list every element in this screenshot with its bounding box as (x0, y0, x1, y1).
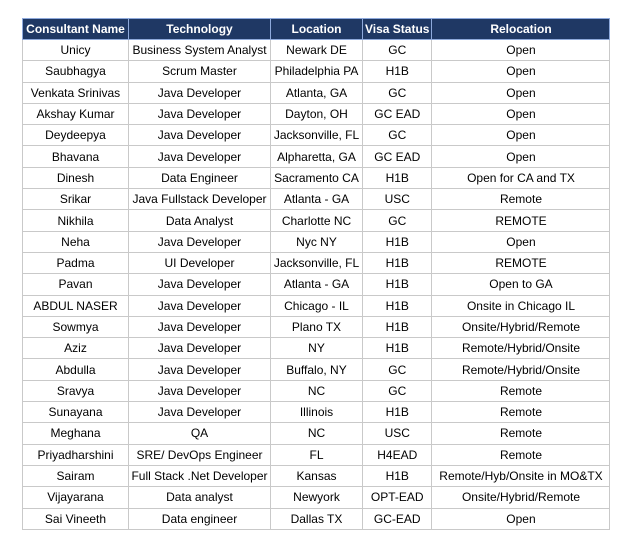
cell-visa-status: H1B (363, 402, 432, 423)
cell-relocation: Open (432, 82, 610, 103)
table-row (23, 40, 610, 61)
cell-consultant-name: Meghana (23, 423, 129, 444)
cell-visa-status: GC-EAD (363, 508, 432, 529)
cell-consultant-name: Sravya (23, 380, 129, 401)
cell-location: Kansas (271, 465, 363, 486)
cell-visa-status: H1B (363, 274, 432, 295)
cell-location: Atlanta - GA (271, 189, 363, 210)
cell-location: Illinois (271, 402, 363, 423)
cell-consultant-name: Sowmya (23, 316, 129, 337)
header-visa-status: Visa Status (363, 19, 432, 40)
table-row (23, 167, 610, 188)
table-row (23, 210, 610, 231)
cell-relocation: Onsite in Chicago IL (432, 295, 610, 316)
cell-relocation: Onsite/Hybrid/Remote (432, 487, 610, 508)
cell-consultant-name: Aziz (23, 338, 129, 359)
cell-location: Jacksonville, FL (271, 252, 363, 273)
table-row (23, 274, 610, 295)
cell-location: Dayton, OH (271, 103, 363, 124)
cell-relocation: Open (432, 146, 610, 167)
cell-location: Chicago - IL (271, 295, 363, 316)
cell-consultant-name: ABDUL NASER (23, 295, 129, 316)
cell-technology: Java Developer (129, 316, 271, 337)
cell-consultant-name: Dinesh (23, 167, 129, 188)
cell-location: Sacramento CA (271, 167, 363, 188)
cell-location: NY (271, 338, 363, 359)
cell-location: NC (271, 380, 363, 401)
cell-visa-status: H1B (363, 338, 432, 359)
table-row (23, 487, 610, 508)
cell-consultant-name: Sunayana (23, 402, 129, 423)
header-consultant-name: Consultant Name (23, 19, 129, 40)
cell-technology: Java Developer (129, 295, 271, 316)
cell-relocation: Remote/Hybrid/Onsite (432, 359, 610, 380)
cell-location: NC (271, 423, 363, 444)
cell-visa-status: GC EAD (363, 103, 432, 124)
cell-consultant-name: Deydeepya (23, 125, 129, 146)
cell-consultant-name: Sairam (23, 465, 129, 486)
cell-relocation: Open to GA (432, 274, 610, 295)
table-row (23, 61, 610, 82)
cell-visa-status: H1B (363, 295, 432, 316)
cell-visa-status: H4EAD (363, 444, 432, 465)
cell-technology: Full Stack .Net Developer (129, 465, 271, 486)
cell-consultant-name: Nikhila (23, 210, 129, 231)
cell-technology: Business System Analyst (129, 40, 271, 61)
consultant-table (22, 18, 610, 530)
table-row (23, 402, 610, 423)
cell-visa-status: H1B (363, 316, 432, 337)
cell-technology: Java Developer (129, 380, 271, 401)
table-row (23, 189, 610, 210)
cell-technology: Scrum Master (129, 61, 271, 82)
table-row (23, 82, 610, 103)
cell-technology: Java Developer (129, 338, 271, 359)
cell-visa-status: USC (363, 423, 432, 444)
cell-visa-status: GC (363, 210, 432, 231)
cell-technology: Java Developer (129, 274, 271, 295)
table-row (23, 316, 610, 337)
cell-location: Buffalo, NY (271, 359, 363, 380)
cell-visa-status: GC (363, 359, 432, 380)
cell-relocation: Remote (432, 423, 610, 444)
table-row (23, 338, 610, 359)
table-row (23, 103, 610, 124)
cell-technology: QA (129, 423, 271, 444)
cell-consultant-name: Venkata Srinivas (23, 82, 129, 103)
cell-relocation: Remote/Hybrid/Onsite (432, 338, 610, 359)
cell-consultant-name: Vijayarana (23, 487, 129, 508)
cell-visa-status: OPT-EAD (363, 487, 432, 508)
cell-relocation: Open (432, 40, 610, 61)
table-row (23, 423, 610, 444)
table-row (23, 380, 610, 401)
cell-technology: Java Fullstack Developer (129, 189, 271, 210)
cell-visa-status: GC (363, 380, 432, 401)
cell-relocation: Open (432, 508, 610, 529)
cell-visa-status: H1B (363, 61, 432, 82)
cell-technology: Java Developer (129, 125, 271, 146)
cell-location: Alpharetta, GA (271, 146, 363, 167)
header-row (23, 19, 610, 40)
cell-technology: Data Engineer (129, 167, 271, 188)
table-row (23, 359, 610, 380)
cell-visa-status: H1B (363, 231, 432, 252)
cell-consultant-name: Akshay Kumar (23, 103, 129, 124)
cell-technology: Data engineer (129, 508, 271, 529)
table-row (23, 295, 610, 316)
cell-relocation: REMOTE (432, 210, 610, 231)
cell-relocation: Onsite/Hybrid/Remote (432, 316, 610, 337)
cell-consultant-name: Bhavana (23, 146, 129, 167)
table-row (23, 231, 610, 252)
cell-relocation: Open (432, 231, 610, 252)
table-row (23, 508, 610, 529)
table-row (23, 444, 610, 465)
cell-consultant-name: Saubhagya (23, 61, 129, 82)
cell-relocation: Open (432, 125, 610, 146)
cell-visa-status: USC (363, 189, 432, 210)
cell-visa-status: GC (363, 82, 432, 103)
cell-consultant-name: Sai Vineeth (23, 508, 129, 529)
header-relocation: Relocation (432, 19, 610, 40)
cell-technology: Java Developer (129, 359, 271, 380)
cell-relocation: Remote (432, 444, 610, 465)
cell-relocation: Open (432, 103, 610, 124)
cell-consultant-name: Neha (23, 231, 129, 252)
cell-technology: Java Developer (129, 402, 271, 423)
table-body (23, 40, 610, 530)
cell-relocation: Remote/Hyb/Onsite in MO&TX (432, 465, 610, 486)
cell-relocation: Open for CA and TX (432, 167, 610, 188)
cell-consultant-name: Priyadharshini (23, 444, 129, 465)
header-technology: Technology (129, 19, 271, 40)
table-row (23, 465, 610, 486)
cell-location: Plano TX (271, 316, 363, 337)
cell-technology: Data analyst (129, 487, 271, 508)
cell-consultant-name: Pavan (23, 274, 129, 295)
table-row (23, 252, 610, 273)
cell-consultant-name: Padma (23, 252, 129, 273)
cell-relocation: REMOTE (432, 252, 610, 273)
cell-location: Atlanta, GA (271, 82, 363, 103)
cell-technology: SRE/ DevOps Engineer (129, 444, 271, 465)
cell-technology: Data Analyst (129, 210, 271, 231)
cell-visa-status: H1B (363, 252, 432, 273)
consultant-table-container (22, 18, 610, 530)
cell-visa-status: GC (363, 40, 432, 61)
cell-technology: Java Developer (129, 146, 271, 167)
cell-relocation: Remote (432, 380, 610, 401)
table-row (23, 125, 610, 146)
cell-consultant-name: Abdulla (23, 359, 129, 380)
cell-technology: UI Developer (129, 252, 271, 273)
cell-location: FL (271, 444, 363, 465)
cell-location: Philadelphia PA (271, 61, 363, 82)
cell-location: Dallas TX (271, 508, 363, 529)
cell-visa-status: GC EAD (363, 146, 432, 167)
cell-relocation: Open (432, 61, 610, 82)
cell-relocation: Remote (432, 402, 610, 423)
cell-technology: Java Developer (129, 103, 271, 124)
table-header (23, 19, 610, 40)
cell-technology: Java Developer (129, 82, 271, 103)
header-location: Location (271, 19, 363, 40)
cell-relocation: Remote (432, 189, 610, 210)
cell-technology: Java Developer (129, 231, 271, 252)
cell-location: Atlanta - GA (271, 274, 363, 295)
cell-location: Nyc NY (271, 231, 363, 252)
table-row (23, 146, 610, 167)
cell-location: Charlotte NC (271, 210, 363, 231)
cell-location: Jacksonville, FL (271, 125, 363, 146)
cell-visa-status: GC (363, 125, 432, 146)
cell-visa-status: H1B (363, 465, 432, 486)
cell-location: Newyork (271, 487, 363, 508)
cell-consultant-name: Srikar (23, 189, 129, 210)
cell-location: Newark DE (271, 40, 363, 61)
cell-consultant-name: Unicy (23, 40, 129, 61)
cell-visa-status: H1B (363, 167, 432, 188)
